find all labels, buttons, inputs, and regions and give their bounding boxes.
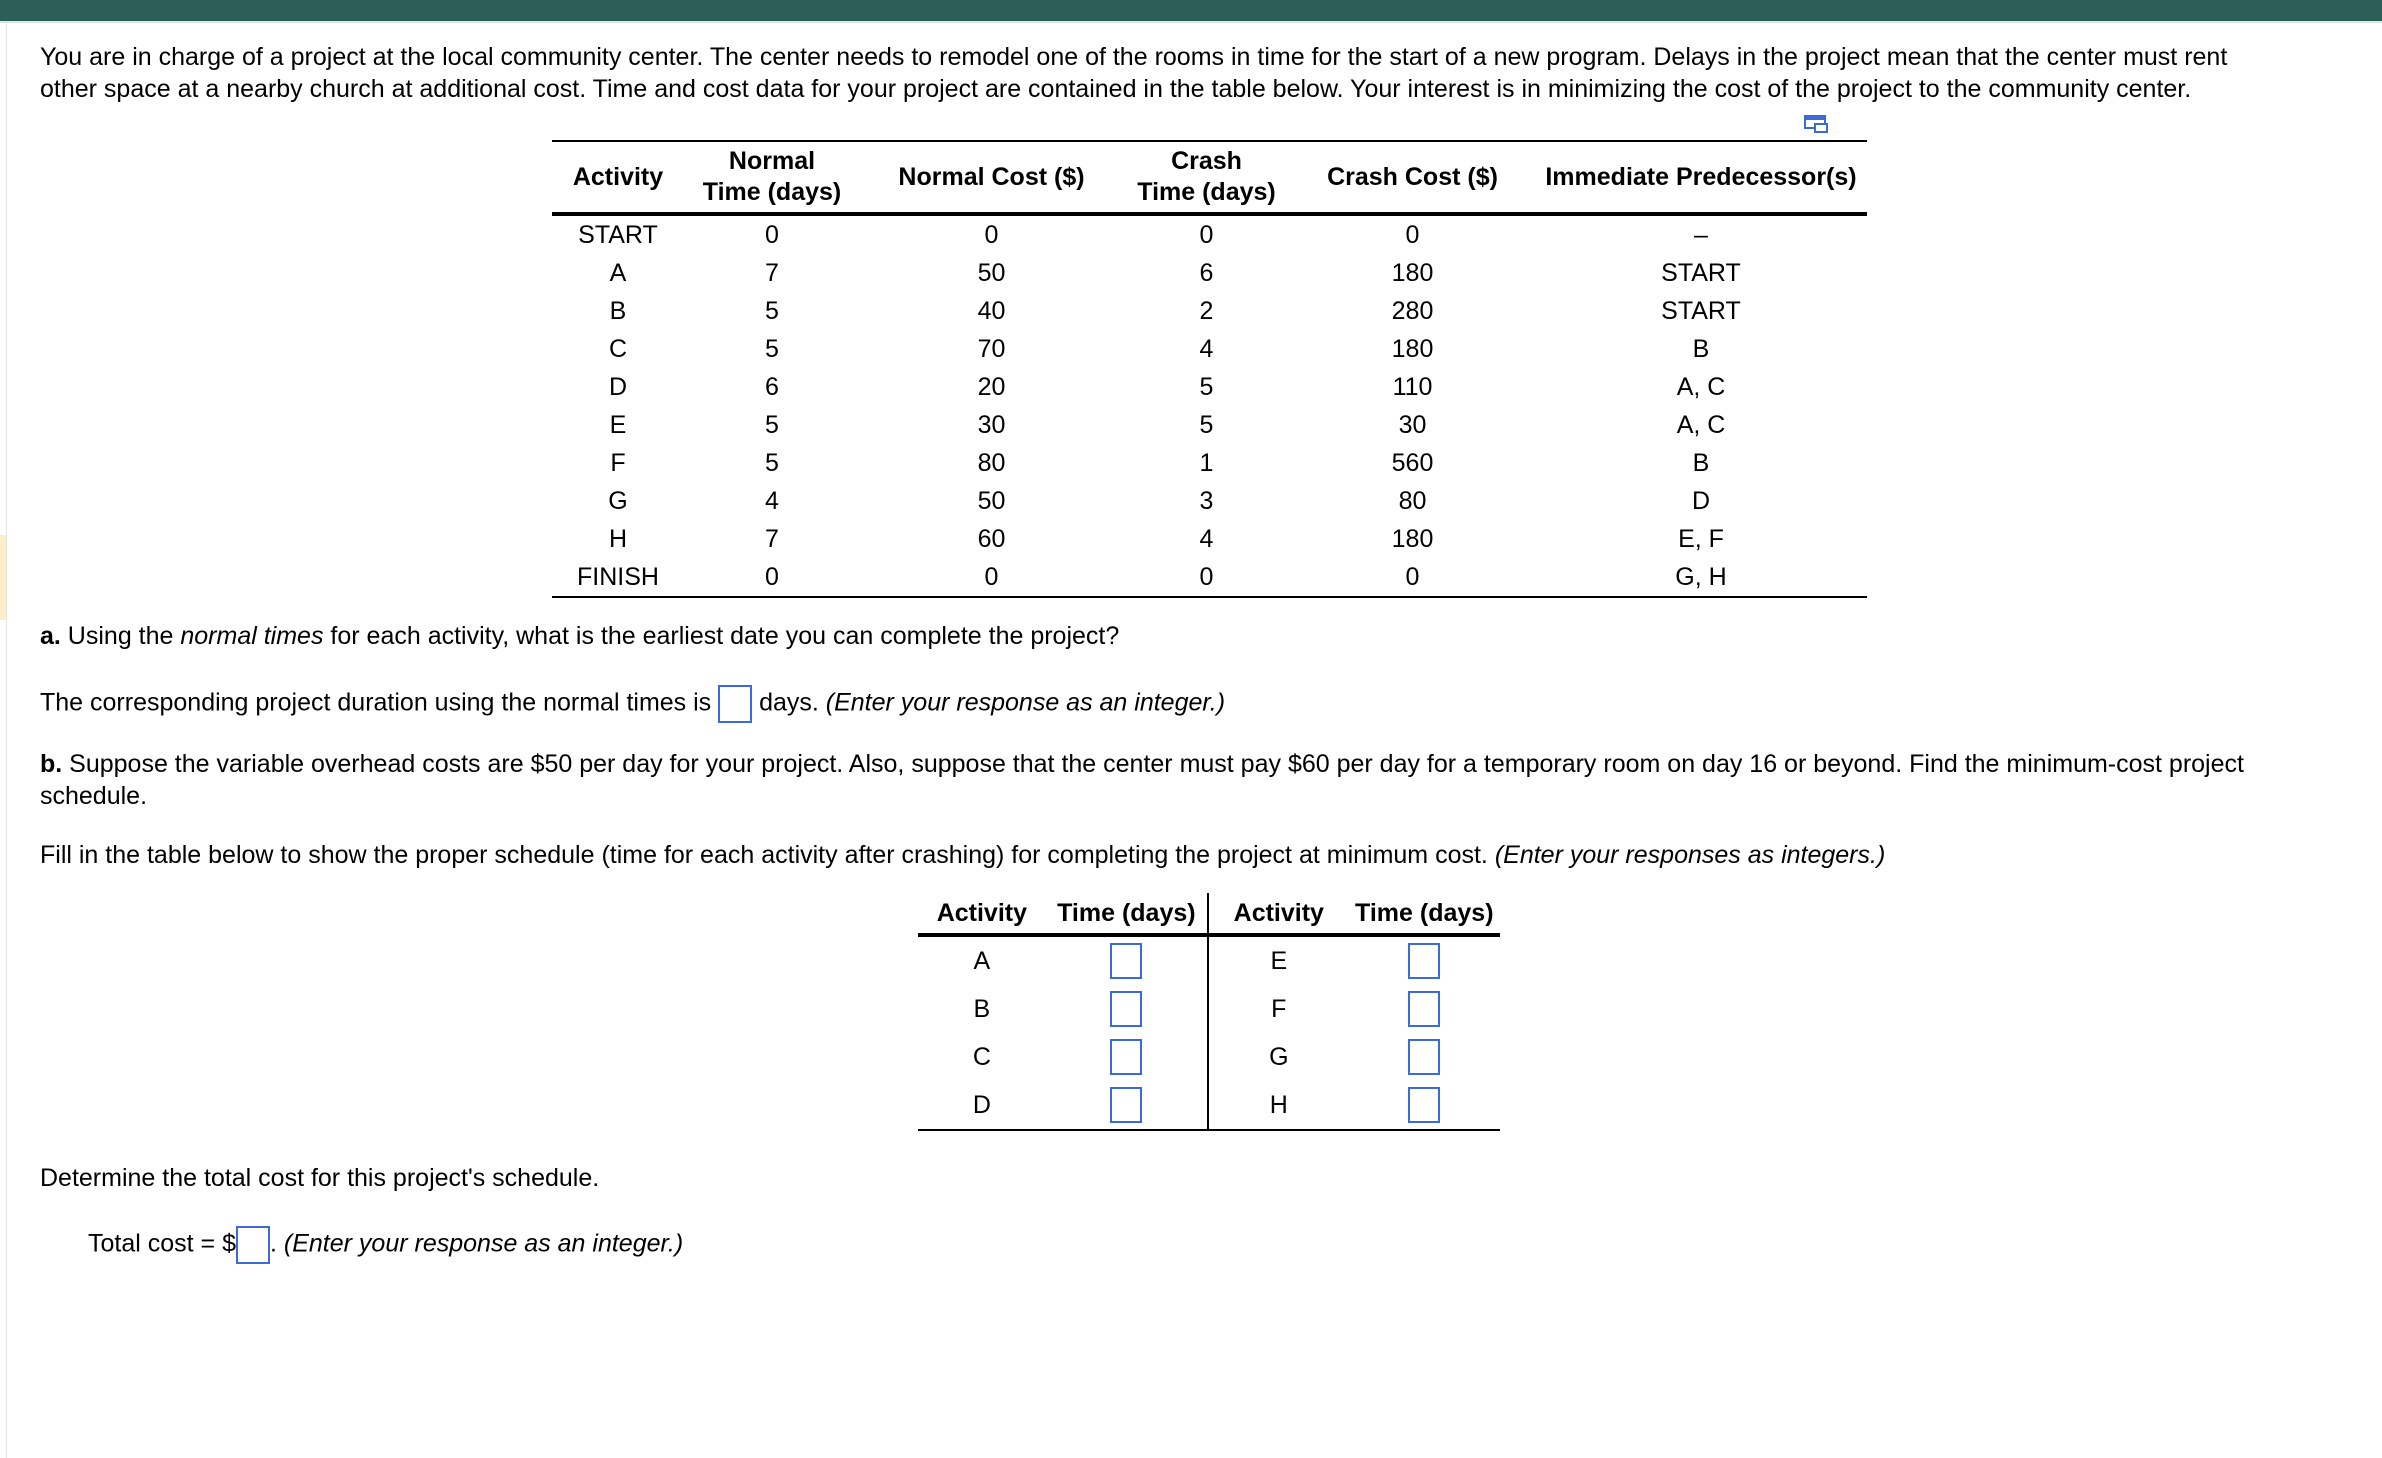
part-b-label: b. [40, 750, 63, 778]
cell-crash-cost: 0 [1290, 558, 1535, 597]
cell-crash-time: 5 [1199, 411, 1214, 439]
cell-activity: G [608, 487, 628, 515]
cell-activity: C [608, 335, 628, 363]
cell-activity: F [610, 449, 626, 477]
cell-predecessors: – [1694, 221, 1708, 249]
cell-crash-cost: 80 [1398, 487, 1427, 515]
cell-normal-cost: 20 [977, 373, 1006, 401]
table-row [552, 558, 1867, 597]
table-row [552, 330, 1867, 368]
left-highlight-marker [0, 535, 6, 620]
cell-crash-time: 4 [1199, 525, 1214, 553]
popout-icon[interactable] [1803, 114, 1829, 134]
cell-normal-cost: 80 [977, 449, 1006, 477]
cell-crash-time: 4 [1199, 335, 1214, 363]
cell-normal-cost: 50 [977, 259, 1006, 287]
sched-col-activity-right: Activity [1208, 893, 1349, 935]
cell-normal-time: 5 [765, 449, 779, 477]
duration-suffix: days. [752, 688, 826, 717]
cell-crash-time: 2 [1199, 297, 1214, 325]
cell-predecessors: D [1691, 487, 1711, 515]
part-a-text-2: for each activity, what is the earliest date you can complete the project? [323, 622, 1120, 650]
sched-activity-right: E [1270, 946, 1288, 975]
sched-time-left-cell [1046, 935, 1208, 985]
cell-activity: START [578, 221, 658, 249]
cell-normal-cost: 30 [977, 411, 1006, 439]
part-b-question-line-1 [40, 748, 2244, 780]
cell-normal-time: 5 [765, 411, 779, 439]
cell-normal-time: 5 [765, 297, 779, 325]
time-input-b[interactable] [1110, 991, 1142, 1027]
sched-col-activity-left: Activity [918, 893, 1046, 935]
schedule-row [918, 1033, 1500, 1081]
part-a-response [40, 685, 1225, 723]
cell-normal-time: 5 [765, 335, 779, 363]
cell-activity: D [608, 373, 628, 401]
col-crash-time [1123, 141, 1290, 214]
col-crash-time-l2: Time (days) [1137, 178, 1276, 206]
cell-crash-cost: 110 [1392, 373, 1433, 401]
table-row [552, 214, 1867, 254]
total-cost-input[interactable] [236, 1226, 270, 1264]
sched-activity-right: F [1271, 994, 1287, 1023]
col-activity: Activity [552, 141, 684, 214]
time-input-e[interactable] [1408, 943, 1440, 979]
sched-activity-right: G [1269, 1042, 1289, 1071]
sched-activity-right: H [1208, 1081, 1349, 1130]
total-cost-label: Total cost = $ [88, 1229, 236, 1258]
fill-hint: (Enter your responses as integers.) [1494, 841, 1886, 869]
time-input-g[interactable] [1408, 1039, 1440, 1075]
sched-col-time-right: Time (days) [1349, 893, 1500, 935]
cell-activity: B [609, 297, 627, 325]
part-b-text-1: Suppose the variable overhead costs are $50 per day for your project. Also, suppose that the center must pay $60 per day for a temporary room on day 16 or beyond. Find the minimum-cost project [62, 750, 2244, 778]
sched-time-left-cell [1046, 985, 1208, 1033]
col-normal-time-l1: Normal [728, 147, 816, 175]
cell-predecessors: E, F [1678, 525, 1724, 553]
sched-time-left-cell [1046, 1081, 1208, 1130]
part-a-question [40, 620, 1119, 652]
fill-instruction [40, 839, 1885, 871]
table-row [552, 444, 1867, 482]
cell-crash-cost: 0 [1405, 221, 1420, 249]
cell-predecessors: B [1692, 335, 1710, 363]
part-a-emphasis: normal times [180, 622, 324, 650]
cell-normal-time: 7 [765, 259, 779, 287]
sched-time-right-cell [1349, 1033, 1500, 1081]
cell-predecessors: START [1661, 259, 1741, 287]
left-border [6, 23, 7, 1458]
duration-prefix: The corresponding project duration using the normal times is [40, 688, 719, 717]
col-crash-cost: Crash Cost ($) [1290, 141, 1535, 214]
duration-input[interactable] [718, 685, 752, 723]
table-row [552, 520, 1867, 558]
cell-crash-time: 0 [1199, 221, 1214, 249]
cell-normal-cost: 40 [977, 297, 1006, 325]
sched-activity-left: C [972, 1042, 991, 1071]
cell-activity: H [608, 525, 628, 553]
total-cost-suffix: . [270, 1229, 284, 1258]
cell-normal-cost: 0 [860, 558, 1123, 597]
sched-time-right-cell [1349, 935, 1500, 985]
cell-normal-cost: 60 [977, 525, 1006, 553]
schedule-table [918, 893, 1500, 1131]
total-cost-response [88, 1226, 683, 1264]
cell-predecessors: A, C [1676, 411, 1726, 439]
intro-text [40, 41, 2227, 105]
part-a-text-1: Using the [60, 622, 181, 650]
cell-crash-cost: 180 [1391, 335, 1434, 363]
total-cost-hint: (Enter your response as an integer.) [283, 1229, 684, 1258]
time-input-f[interactable] [1408, 991, 1440, 1027]
part-a-label: a. [40, 622, 61, 650]
time-input-d[interactable] [1110, 1087, 1142, 1123]
cell-normal-cost: 50 [977, 487, 1006, 515]
table-row [552, 292, 1867, 330]
cell-crash-time: 3 [1199, 487, 1214, 515]
cell-predecessors: B [1692, 449, 1710, 477]
total-cost-question: Determine the total cost for this project's schedule. [40, 1164, 600, 1192]
cell-activity: A [609, 259, 627, 287]
cell-predecessors: START [1661, 297, 1741, 325]
col-crash-time-l1: Crash [1171, 147, 1242, 175]
cell-predecessors: A, C [1676, 373, 1726, 401]
cell-crash-cost: 180 [1391, 259, 1434, 287]
top-bar-underline [0, 21, 2382, 23]
intro-line-2: other space at a nearby church at additional cost. Time and cost data for your project are contained in the table below. Your interest is in minimizing the cost of the project to the community center. [40, 75, 2192, 103]
cell-normal-time: 7 [765, 525, 779, 553]
time-input-h[interactable] [1408, 1087, 1440, 1123]
part-b-question-line-2: schedule. [40, 782, 148, 810]
cell-normal-cost: 0 [984, 221, 999, 249]
cell-crash-cost: 180 [1391, 525, 1434, 553]
table-row [552, 368, 1867, 406]
cell-crash-time: 0 [1123, 558, 1290, 597]
sched-time-right-cell [1349, 985, 1500, 1033]
time-input-a[interactable] [1110, 943, 1142, 979]
table-row [552, 254, 1867, 292]
cell-crash-time: 6 [1199, 259, 1214, 287]
schedule-row [918, 1081, 1500, 1130]
cell-crash-time: 5 [1199, 373, 1214, 401]
cell-predecessors: G, H [1535, 558, 1867, 597]
col-normal-time-l2: Time (days) [702, 178, 842, 206]
sched-activity-left: B [973, 994, 991, 1023]
table-row [552, 406, 1867, 444]
top-bar [0, 0, 2382, 21]
sched-col-time-left: Time (days) [1046, 893, 1208, 935]
sched-time-left-cell [1046, 1033, 1208, 1081]
cell-normal-time: 0 [684, 558, 860, 597]
intro-line-1: You are in charge of a project at the local community center. The center needs to remodel one of the rooms in time for the start of a new program. Delays in the project mean that the center must rent [40, 43, 2228, 71]
cell-activity: FINISH [552, 558, 684, 597]
cell-crash-cost: 280 [1391, 297, 1434, 325]
project-data-table [552, 140, 1867, 598]
duration-hint: (Enter your response as an integer.) [825, 688, 1226, 717]
table-row [552, 482, 1867, 520]
col-normal-time [684, 141, 860, 214]
table-header-row [552, 141, 1867, 214]
sched-activity-left: A [973, 946, 991, 975]
cell-activity: E [609, 411, 627, 439]
fill-text: Fill in the table below to show the proper schedule (time for each activity after crashing) for completing the project at minimum cost. [40, 841, 1495, 869]
sched-activity-left: D [918, 1081, 1046, 1130]
cell-normal-time: 6 [765, 373, 779, 401]
schedule-row [918, 985, 1500, 1033]
cell-normal-time: 0 [765, 221, 779, 249]
cell-crash-time: 1 [1199, 449, 1214, 477]
schedule-header-row [918, 893, 1500, 935]
schedule-row [918, 935, 1500, 985]
col-normal-cost: Normal Cost ($) [860, 141, 1123, 214]
time-input-c[interactable] [1110, 1039, 1142, 1075]
cell-normal-time: 4 [765, 487, 779, 515]
cell-crash-cost: 30 [1398, 411, 1427, 439]
cell-crash-cost: 560 [1391, 449, 1434, 477]
col-predecessors: Immediate Predecessor(s) [1535, 141, 1867, 214]
sched-time-right-cell [1349, 1081, 1500, 1130]
cell-normal-cost: 70 [977, 335, 1006, 363]
